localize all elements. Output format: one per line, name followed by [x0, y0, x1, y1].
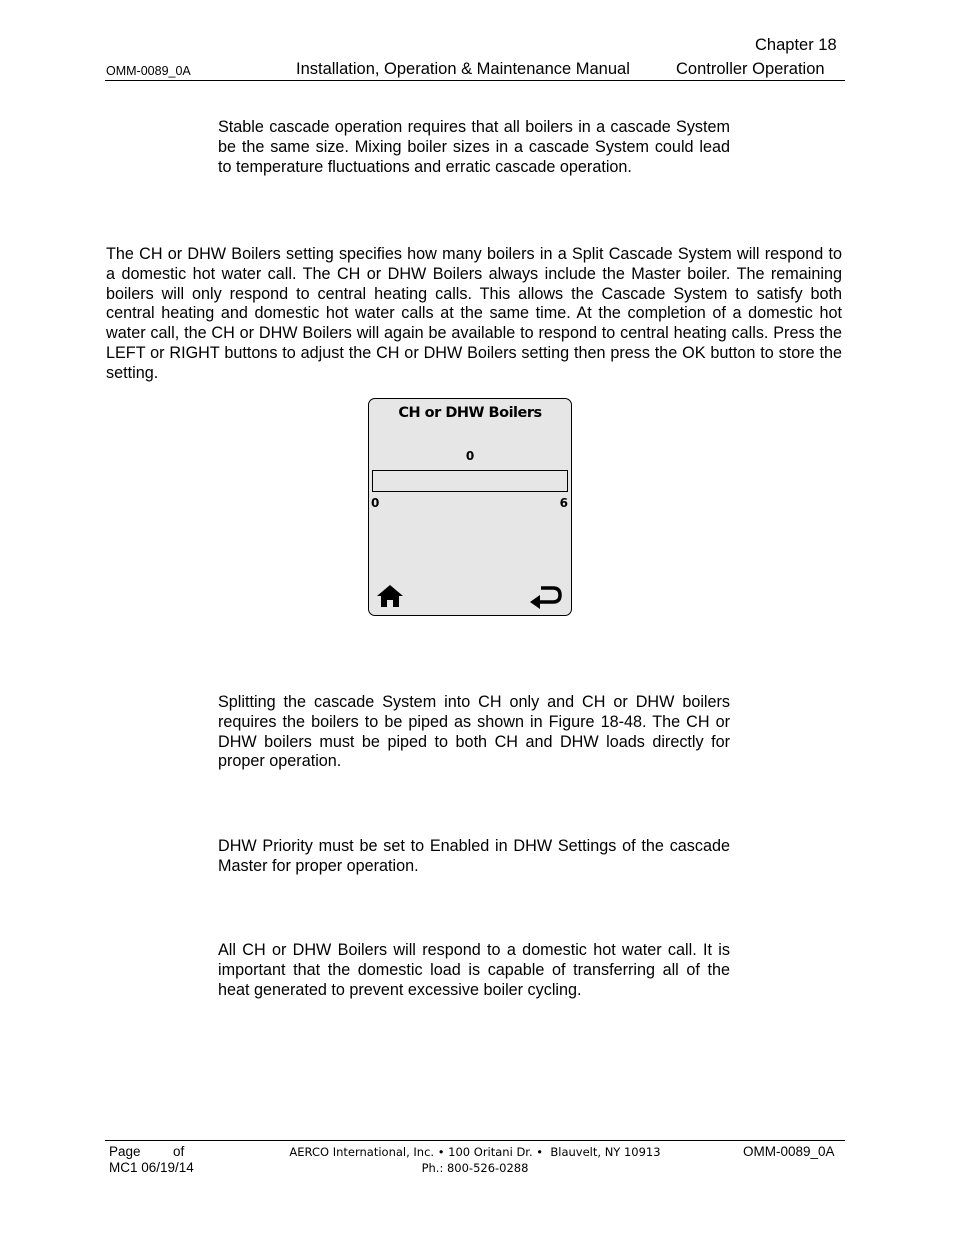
manual-title: Installation, Operation & Maintenance Manual [296, 60, 630, 78]
section-title: Controller Operation [676, 60, 825, 78]
header-doc-id: OMM-0089_0A [106, 64, 191, 78]
screen-title: CH or DHW Boilers [398, 405, 542, 421]
controller-screen [368, 398, 572, 616]
footer-phone-line: Ph.: 800-526-0288 [421, 1161, 529, 1175]
home-icon[interactable] [375, 583, 405, 609]
slider-max-label: 6 [559, 496, 568, 510]
footer-company-line: AERCO International, Inc. • 100 Oritani Dr. • Blauvelt, NY 10913 [289, 1145, 661, 1159]
back-arrow-icon[interactable] [529, 583, 563, 609]
footer-page-label: Page [109, 1144, 141, 1159]
chapter-label: Chapter 18 [755, 36, 837, 54]
setting-value: 0 [465, 449, 475, 463]
note-split-piping: Splitting the cascade System into CH only and CH or DHW boilers requires the boilers to be piped as shown in Figure 18-48. The CH or DHW boilers must be piped to both CH and DHW loads directly for proper operation. [218, 693, 730, 771]
ch-dhw-boilers-paragraph: The CH or DHW Boilers setting specifies how many boilers in a Split Cascade System will respond to a domestic hot water call. The CH or DHW Boilers always include the Master boiler. The remaining boilers will only respond to central heating calls. This allows the Cascade System to satisfy both central heating and domestic hot water calls at the same time. At the completion of a domestic hot water call, the CH or DHW Boilers will again be available to respond to central heating calls. Press the LEFT or RIGHT buttons to adjust the CH or DHW Boilers setting then press the OK button to store the setting. [106, 245, 842, 382]
footer-doc-id: OMM-0089_0A [743, 1144, 835, 1159]
note-stable-cascade: Stable cascade operation requires that all boilers in a cascade System be the same size. Mixing boiler sizes in a cascade System could lead to temperature fluctuations and erratic cascade operation. [218, 118, 730, 176]
setting-slider[interactable] [372, 470, 568, 492]
note-dhw-priority: DHW Priority must be set to Enabled in DHW Settings of the cascade Master for proper operation. [218, 837, 730, 875]
footer-rule [105, 1140, 845, 1141]
footer-of-label: of [173, 1144, 185, 1159]
footer-revision: MC1 06/19/14 [109, 1160, 194, 1175]
slider-min-label: 0 [371, 496, 380, 510]
header-rule [105, 80, 845, 81]
note-respond-call: All CH or DHW Boilers will respond to a domestic hot water call. It is important that the domestic load is capable of transferring all of the heat generated to prevent excessive boiler cycling. [218, 941, 730, 999]
